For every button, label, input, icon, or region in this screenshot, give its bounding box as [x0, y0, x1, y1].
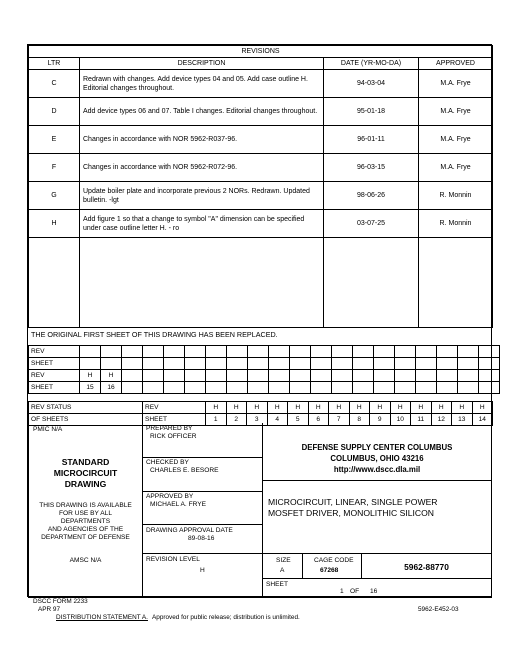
document-code: 5962-E452-03	[418, 606, 459, 613]
availability-line-5: DEPARTMENT OF DEFENSE	[41, 534, 130, 541]
sheet-label: SHEET	[143, 414, 206, 426]
sheet-cell: 5	[288, 414, 309, 426]
revision-date: 03-07-25	[324, 210, 419, 238]
drawing-frame	[27, 44, 492, 597]
sheet-of: OF	[350, 588, 360, 595]
revision-date: 96-01-11	[324, 126, 419, 154]
sheet-cell: 2	[226, 414, 247, 426]
sheet-cell: 4	[267, 414, 288, 426]
revision-desc: Redrawn with changes. Add device types 04 and 05. Add case outline H. Editorial changes throughout.	[80, 70, 324, 98]
revision-approved: R. Monnin	[419, 210, 493, 238]
revision-date: 96-03-15	[324, 154, 419, 182]
revisions-table	[28, 45, 493, 328]
sheet-cell: 12	[431, 414, 452, 426]
sheet-cell: 14	[472, 414, 493, 426]
drawing-number: 5962-88770	[404, 562, 449, 572]
rev-label: REV	[29, 370, 80, 382]
approval-date-value: 89-08-16	[188, 535, 215, 542]
sheet-cell: 10	[390, 414, 411, 426]
form-date: APR 97	[38, 606, 61, 613]
revision-ltr: D	[29, 98, 80, 126]
sheet-cell: 8	[349, 414, 370, 426]
approval-date-label: DRAWING APPROVAL DATE	[146, 527, 233, 534]
dscc-name: DEFENSE SUPPLY CENTER COLUMBUS	[301, 443, 453, 452]
size-label: SIZE	[276, 557, 291, 564]
rev-cell: H	[431, 402, 452, 414]
rev-cell: H	[308, 402, 329, 414]
checked-by-label: CHECKED BY	[146, 459, 189, 466]
pmic-label: PMIC N/A	[33, 426, 63, 433]
sheet-label: SHEET	[29, 382, 80, 394]
revision-desc: Changes in accordance with NOR 5962-R072-96.	[80, 154, 324, 182]
form-number: DSCC FORM 2233	[33, 598, 88, 605]
sheet-cell: 6	[308, 414, 329, 426]
amsc-label: AMSC N/A	[69, 557, 102, 564]
standard-line-1: STANDARD	[61, 457, 110, 467]
col-approved: APPROVED	[419, 58, 493, 70]
replaced-note: THE ORIGINAL FIRST SHEET OF THIS DRAWING HAS BEEN REPLACED.	[31, 330, 278, 339]
revision-row	[29, 154, 493, 182]
drawing-title-1: MICROCIRCUIT, LINEAR, SINGLE POWER	[268, 497, 438, 507]
availability-line-4: AND AGENCIES OF THE	[47, 526, 124, 533]
revision-level-label: REVISION LEVEL	[146, 556, 200, 563]
rev-cell: H	[349, 402, 370, 414]
cage-value: 67268	[320, 567, 339, 574]
rev-label: REV	[29, 346, 80, 358]
distribution-label: DISTRIBUTION STATEMENT A.	[56, 614, 148, 621]
rev-cell: H	[390, 402, 411, 414]
distribution-text: Approved for public release; distribution is unlimited.	[152, 614, 300, 621]
revision-level-value: H	[200, 567, 205, 574]
rev-label: REV	[143, 402, 206, 414]
revision-ltr: C	[29, 70, 80, 98]
rev-cell: H	[267, 402, 288, 414]
sheet-cell: 9	[370, 414, 391, 426]
approved-by-value: MICHAEL A. FRYE	[150, 501, 207, 508]
of-sheets-label: OF SHEETS	[29, 414, 143, 426]
revision-date: 94-03-04	[324, 70, 419, 98]
revision-approved: R. Monnin	[419, 182, 493, 210]
revision-row	[29, 182, 493, 210]
rev-cell: H	[206, 402, 227, 414]
rev-cell: H	[288, 402, 309, 414]
revision-approved: M.A. Frye	[419, 126, 493, 154]
revision-approved: M.A. Frye	[419, 98, 493, 126]
col-date: DATE (YR-MO-DA)	[324, 58, 419, 70]
sheet-cell: 1	[206, 414, 227, 426]
revision-approved: M.A. Frye	[419, 154, 493, 182]
sheet-cell: 16	[101, 382, 122, 394]
rev-cell: H	[329, 402, 350, 414]
size-value: A	[280, 567, 285, 574]
drawing-title-2: MOSFET DRIVER, MONOLITHIC SILICON	[268, 508, 435, 518]
sheet-cell: 13	[452, 414, 473, 426]
sheet-label: SHEET	[29, 358, 80, 370]
col-description: DESCRIPTION	[80, 58, 324, 70]
rev-cell: H	[101, 370, 122, 382]
rev-cell: H	[472, 402, 493, 414]
revision-ltr: E	[29, 126, 80, 154]
sheet-cell: 11	[411, 414, 432, 426]
prepared-by-value: RICK OFFICER	[150, 433, 197, 440]
standard-line-2: MICROCIRCUIT	[53, 468, 118, 478]
rev-cell: H	[80, 370, 101, 382]
revision-desc: Changes in accordance with NOR 5962-R037-96.	[80, 126, 324, 154]
revision-approved: M.A. Frye	[419, 70, 493, 98]
prepared-by-label: PREPARED BY	[146, 425, 193, 432]
revision-ltr: G	[29, 182, 80, 210]
sheet-cell: 3	[247, 414, 268, 426]
availability-line-3: DEPARTMENTS	[60, 518, 111, 525]
rev-cell: H	[452, 402, 473, 414]
sheet-label: SHEET	[266, 581, 288, 588]
revision-desc: Add device types 06 and 07. Table I changes. Editorial changes throughout.	[80, 98, 324, 126]
dscc-url: http://www.dscc.dla.mil	[333, 465, 421, 474]
rev-cell: H	[370, 402, 391, 414]
revision-ltr: H	[29, 210, 80, 238]
cage-label: CAGE CODE	[314, 557, 354, 564]
sheet-total: 16	[370, 588, 378, 595]
col-ltr: LTR	[29, 58, 80, 70]
revisions-heading: REVISIONS	[29, 46, 493, 58]
checked-by-value: CHARLES E. BESORE	[150, 467, 219, 474]
revision-row	[29, 126, 493, 154]
rev-cell: H	[226, 402, 247, 414]
upper-sheet-grid	[28, 345, 500, 394]
dscc-address: COLUMBUS, OHIO 43216	[330, 454, 424, 463]
revision-desc: Add figure 1 so that a change to symbol "A" dimension can be specified under case outline letter H. - ro	[80, 210, 324, 238]
sheet-cell: 15	[80, 382, 101, 394]
approved-by-label: APPROVED BY	[146, 493, 194, 500]
revision-date: 98-06-26	[324, 182, 419, 210]
revision-date: 95-01-18	[324, 98, 419, 126]
rev-status-label: REV STATUS	[29, 402, 143, 414]
availability-line-1: THIS DRAWING IS AVAILABLE	[39, 502, 132, 509]
revision-ltr: F	[29, 154, 80, 182]
revision-desc: Update boiler plate and incorporate previous 2 NORs. Redrawn. Updated bulletin. -lgt	[80, 182, 324, 210]
standard-line-3: DRAWING	[64, 479, 107, 489]
rev-cell: H	[411, 402, 432, 414]
sheet-number: 1	[340, 588, 344, 595]
sheet-cell: 7	[329, 414, 350, 426]
revision-row	[29, 98, 493, 126]
availability-line-2: FOR USE BY ALL	[58, 510, 113, 517]
revision-row	[29, 210, 493, 238]
rev-cell: H	[247, 402, 268, 414]
revision-row	[29, 70, 493, 98]
